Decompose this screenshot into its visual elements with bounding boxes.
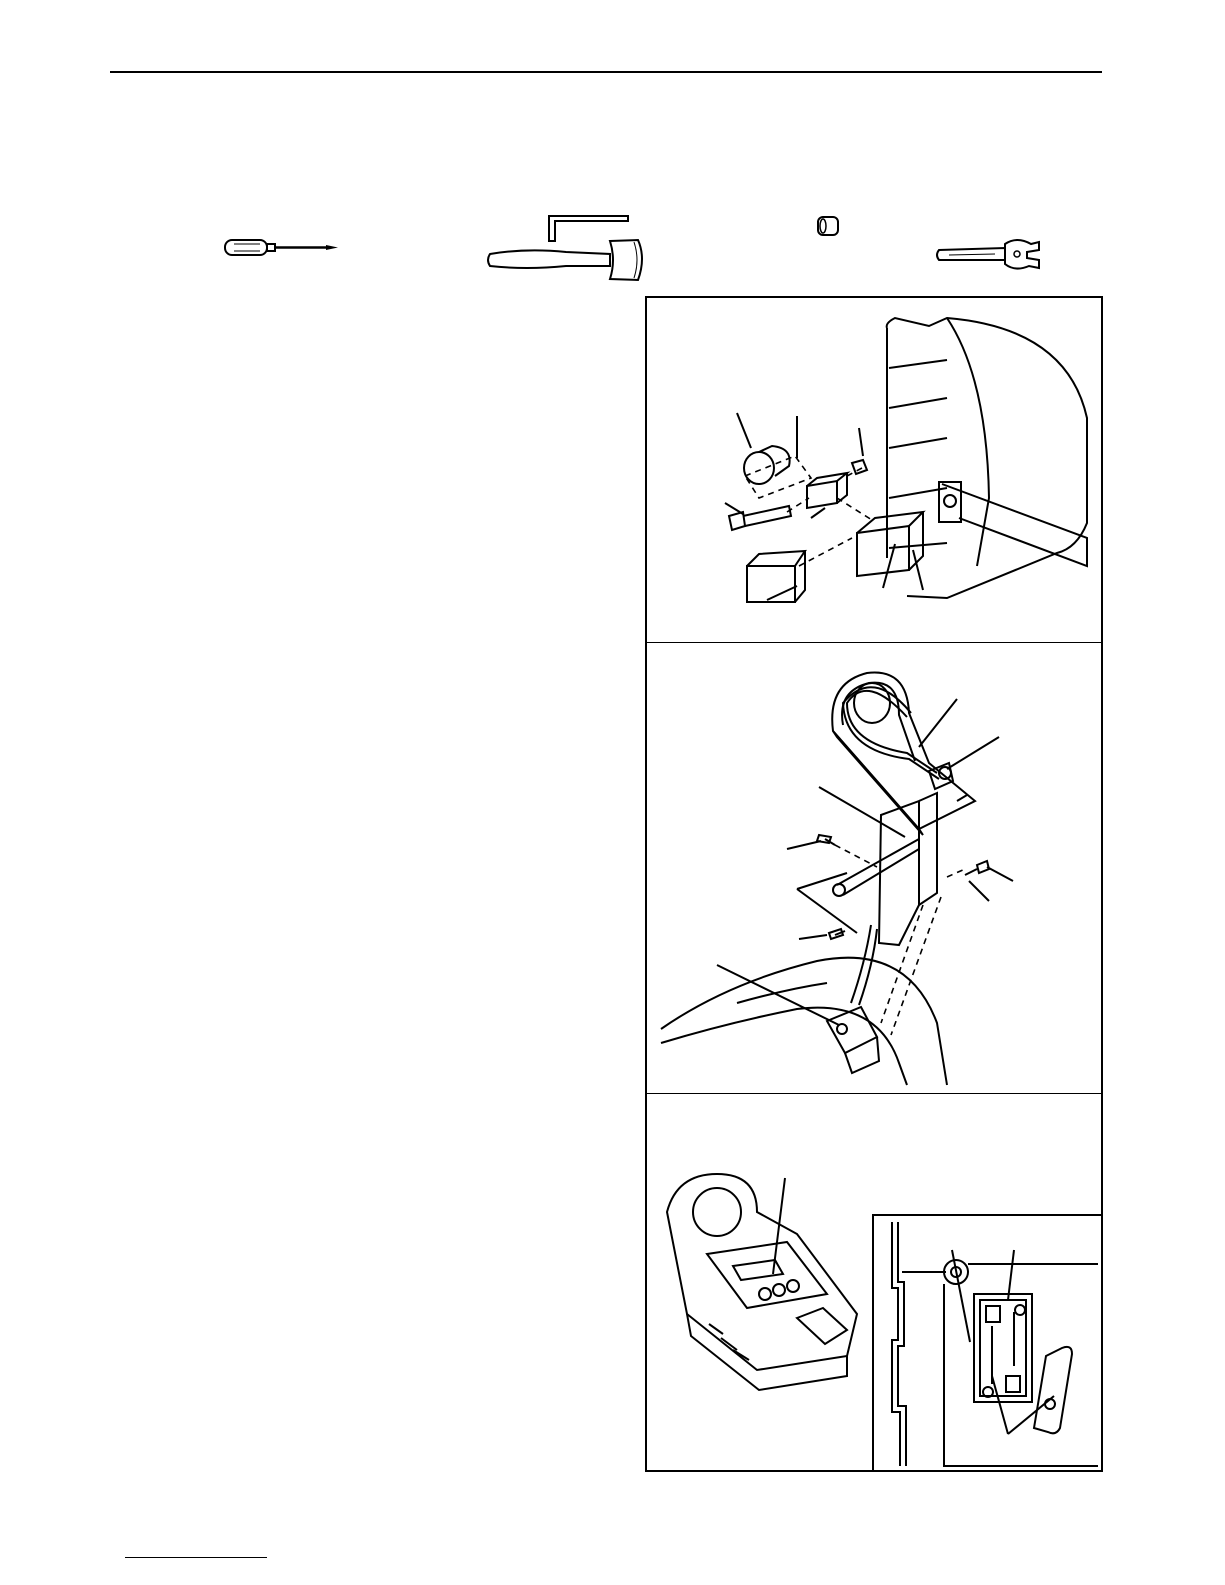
header-rule xyxy=(110,71,1102,73)
figure-resistance-assembly xyxy=(645,296,1103,644)
figure-console-batteries xyxy=(645,1094,1103,1472)
battery-inset xyxy=(872,1214,1103,1472)
phillips-screwdriver-icon xyxy=(222,233,342,263)
footer-rule xyxy=(125,1557,267,1558)
adjustable-wrench-icon xyxy=(935,238,1045,272)
figure-console-mast-assembly xyxy=(645,643,1103,1095)
socket-icon xyxy=(812,213,846,239)
hex-key-icon xyxy=(543,211,633,245)
